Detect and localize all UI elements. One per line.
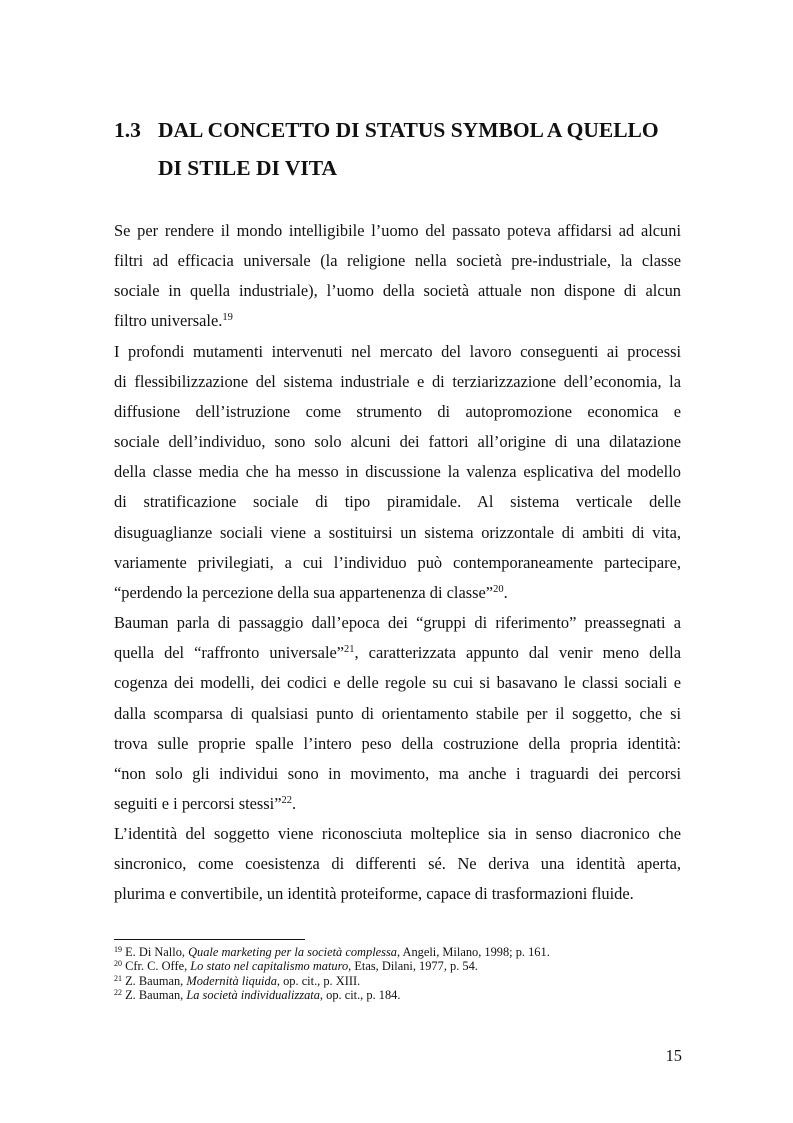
text-line: diffusione dell’istruzione come strumento di autopromozione economica e	[114, 401, 681, 421]
text-line: plurima e convertibile, un identità proteiforme, capace di trasformazioni fluide.	[114, 884, 634, 904]
text-line: variamente privilegiati, a cui l’individuo può contemporaneamente partecipare,	[114, 552, 681, 572]
footnote: $^{21}$ Z. Bauman, Modernità liquida, op. cit., p. XIII.	[114, 973, 361, 988]
paragraph	[114, 608, 681, 819]
paragraph	[114, 819, 681, 909]
cited-work-title: Lo stato nel capitalismo maturo	[190, 959, 349, 974]
footnote: $^{19}$ E. Di Nallo, Quale marketing per la società complessa, Angeli, Milano, 1998; p. 161.	[114, 945, 550, 959]
text-line: quella del “raffronto universale”$^{21}$, caratterizzata appunto dal venir meno della	[114, 643, 681, 663]
footnote-reference[interactable]: 20	[493, 583, 504, 595]
text-line: sociale dell’individuo, sono solo alcuni dei fattori all’origine di una dilatazione	[114, 432, 681, 452]
text-line: L’identità del soggetto viene riconosciuta molteplice sia in senso diacronico che	[114, 824, 681, 844]
section-heading	[114, 111, 694, 187]
text-line: sociale in quella industriale), l’uomo della società attuale non dispone di alcun	[114, 281, 681, 301]
footnote-number: 19	[114, 945, 122, 954]
text-line: della classe media che ha messo in discussione la valenza esplicativa del modello	[114, 462, 681, 482]
text-line: Se per rendere il mondo intelligibile l’uomo del passato poteva affidarsi ad alcuni	[114, 221, 681, 240]
text-line: filtro universale.$^{19}$	[114, 311, 233, 331]
text-line: trova sulle proprie spalle l’intero peso della costruzione della propria identità:	[114, 733, 681, 753]
paragraph	[114, 337, 681, 608]
text-line: “perdendo la percezione della sua appartenenza di classe”$^{20}$.	[114, 582, 508, 602]
text-line: Bauman parla di passaggio dall’epoca dei “gruppi di riferimento” preassegnati a	[114, 613, 681, 633]
footnote-separator	[114, 939, 305, 940]
page-number: 15	[665, 1046, 682, 1065]
footnote-reference[interactable]: 19	[222, 312, 233, 324]
footnote-number: 20	[114, 959, 122, 969]
footnote-number: 22	[114, 987, 122, 997]
footnotes	[114, 945, 694, 1002]
text-line: dalla scomparsa di qualsiasi punto di orientamento stabile per il soggetto, che si	[114, 703, 681, 723]
paragraph	[114, 216, 681, 337]
body-text	[114, 216, 681, 910]
text-line: seguiti e i percorsi stessi”$^{22}$.	[114, 793, 297, 813]
cited-work-title: Quale marketing per la società complessa	[188, 945, 397, 959]
section-title-line-1: DAL CONCETTO DI STATUS SYMBOL A QUELLO	[158, 118, 659, 142]
text-line: cogenza dei modelli, dei codici e delle regole su cui si basavano le classi sociali e	[114, 673, 681, 693]
cited-work-title: La società individualizzata	[186, 987, 320, 1002]
footnote-reference[interactable]: 21	[344, 644, 355, 656]
text-line: filtri ad efficacia universale (la religione nella società pre-industriale, la classe	[114, 251, 681, 271]
section-title-line-2: DI STILE DI VITA	[158, 156, 338, 180]
text-line: I profondi mutamenti intervenuti nel mercato del lavoro conseguenti ai processi	[114, 341, 681, 361]
text-line: sincronico, come coesistenza di differenti sé. Ne deriva una identità aperta,	[114, 854, 681, 874]
section-number: 1.3	[114, 118, 141, 142]
footnote-reference[interactable]: 22	[281, 794, 293, 806]
text-line: “non solo gli individui sono in movimento, ma anche i traguardi dei percorsi	[114, 763, 681, 783]
footnote: $^{22}$ Z. Bauman, La società individualizzata, op. cit., p. 184.	[114, 987, 401, 1002]
cited-work-title: Modernità liquida	[186, 973, 277, 988]
footnote-number: 21	[114, 973, 122, 983]
footnote: $^{20}$ Cfr. C. Offe, Lo stato nel capitalismo maturo, Etas, Dilani, 1977, p. 54.	[114, 959, 478, 974]
text-line: di flessibilizzazione del sistema industriale e di terziarizzazione dell’economia, la	[114, 371, 681, 391]
text-line: disuguaglianze sociali viene a sostituirsi un sistema orizzontale di ambiti di vita,	[114, 522, 681, 542]
text-line: di stratificazione sociale di tipo piramidale. Al sistema verticale delle	[114, 492, 681, 512]
